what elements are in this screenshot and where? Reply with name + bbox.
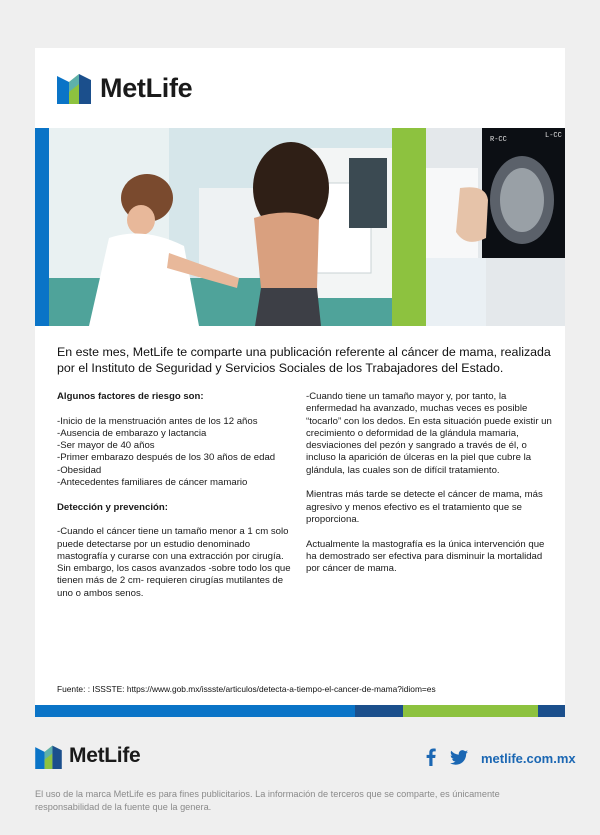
list-item: -Antecedentes familiares de cáncer mamario xyxy=(57,477,248,489)
website-link[interactable]: metlife.com.mx xyxy=(481,751,576,766)
mammography-photo xyxy=(49,128,392,326)
list-item: -Inicio de la menstruación antes de los 12 años xyxy=(57,415,258,427)
detection-heading: Detección y prevención: xyxy=(57,501,168,513)
list-item: -Ser mayor de 40 años xyxy=(57,440,155,452)
mammography-paragraph: Actualmente la mastografía es la única intervención que ha demostrado ser efectiva para disminuir la mortalidad por cáncer de mama. xyxy=(306,538,545,575)
metlife-wordmark: MetLife xyxy=(69,744,141,767)
risk-factors-list xyxy=(57,416,297,490)
list-item: -Primer embarazo después de los 30 años de edad xyxy=(57,452,276,464)
metlife-logo-mark-icon xyxy=(57,72,91,104)
xray-label-right: L-CC xyxy=(545,132,562,140)
metlife-logo-mark-icon xyxy=(35,744,62,769)
late-detection-paragraph: Mientras más tarde se detecte el cáncer de mama, más agresivo y menos efectivo es el tratamiento que se proporciona. xyxy=(306,489,543,525)
footer-bar-green xyxy=(403,705,538,717)
mammogram-xray-photo xyxy=(426,128,565,326)
list-item: -Obesidad xyxy=(57,464,102,476)
source-citation: Fuente: : ISSSTE: https://www.gob.mx/issste/articulos/detecta-a-tiempo-el-cancer-de-mama?idiom=es xyxy=(57,684,436,694)
metlife-wordmark: MetLife xyxy=(100,72,193,103)
footer-bar-blue xyxy=(35,705,355,717)
footer-bar-navy-end xyxy=(538,705,565,717)
risk-factors-heading: Algunos factores de riesgo son: xyxy=(57,391,204,402)
facebook-icon[interactable] xyxy=(426,748,436,771)
hero-banner xyxy=(35,128,565,326)
blue-stripe xyxy=(35,128,49,326)
disclaimer-text: El uso de la marca MetLife es para fines publicitarios. La información de terceros que se comparte, es únicamente responsabilidad de la fuente que la genera. xyxy=(35,789,500,812)
metlife-footer-logo xyxy=(35,743,140,769)
xray-label-left: R-CC xyxy=(490,136,507,144)
green-stripe xyxy=(392,128,426,326)
metlife-logo xyxy=(57,72,192,104)
article-card xyxy=(35,48,565,717)
intro-paragraph: En este mes, MetLife te comparte una publicación referente al cáncer de mama, realizada por el Instituto de Seguridad y Servicios Sociales de los Trabajadores del Estado. xyxy=(57,345,551,375)
twitter-icon[interactable] xyxy=(450,750,468,770)
list-item: -Ausencia de embarazo y lactancia xyxy=(57,427,207,439)
advanced-cancer-paragraph: -Cuando tiene un tamaño mayor y, por tanto, la enfermedad ha avanzado, muchas veces es posible “tocarlo” con los dedos. En esta situación puede existir un crecimiento o deformidad de la glándula mamaria, desviaciones del pezón y sangrado a través de él, o incluso la aparición de úlceras en la piel que cubre la glándula, las cuales son de difícil tratamiento. xyxy=(306,391,552,476)
right-column xyxy=(306,391,556,588)
footer-bar-navy xyxy=(355,705,403,717)
left-column xyxy=(57,391,297,612)
detection-paragraph: -Cuando el cáncer tiene un tamaño menor a 1 cm solo puede detectarse por un estudio denominado mastografía y curarse con una extracción por cirugía. Sin embargo, los casos avanzados -sobre todo los que tienen más de 2 cm- requieren cirugías mutilantes de uno o ambos senos. xyxy=(57,526,291,599)
